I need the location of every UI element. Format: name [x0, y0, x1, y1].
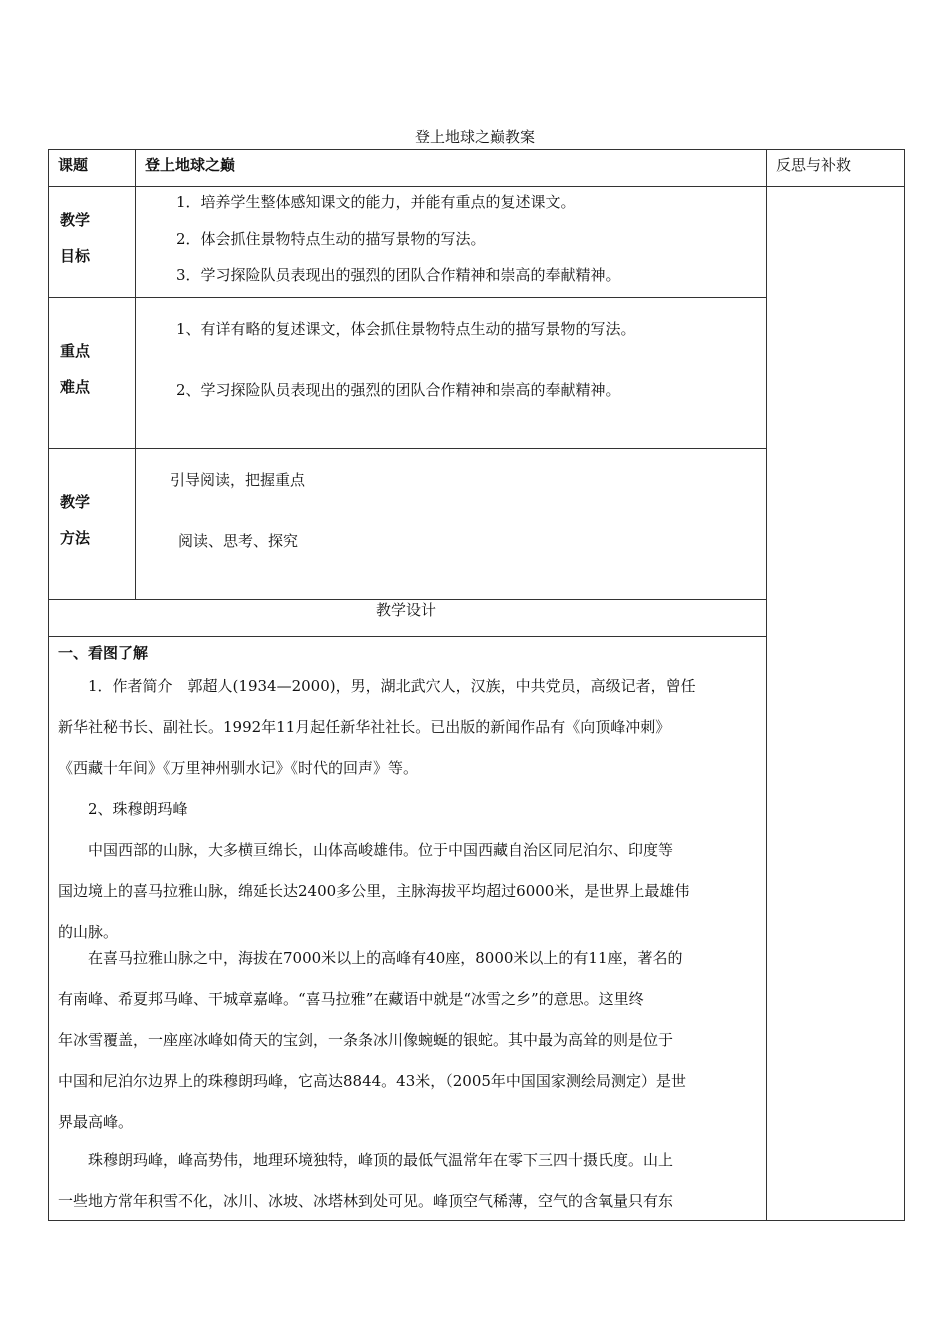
column-divider-label — [135, 149, 136, 600]
everest-subheading — [58, 789, 766, 830]
row-divider-keypoints — [48, 448, 767, 449]
keypoints-label-line2: 难点 — [60, 378, 91, 396]
text-line: 在喜马拉雅山脉之中，海拔在7000米以上的高峰有40座，8000米以上的有11座，著名的 — [88, 949, 683, 967]
method-item: 引导阅读，把握重点 — [170, 471, 306, 489]
text-line: 有南峰、希夏邦马峰、干城章嘉峰。“喜马拉雅”在藏语中就是“冰雪之乡”的意思。这里终 — [58, 990, 644, 1008]
text-line: 国边境上的喜马拉雅山脉，绵延长达2400多公里，主脉海拔平均超过6000米，是世界上最雄伟 — [58, 882, 690, 900]
objective-item: 2．体会抓住景物特点生动的描写景物的写法。 — [176, 230, 486, 248]
author-intro-paragraph — [58, 666, 766, 789]
text-line: 珠穆朗玛峰，峰高势伟，地理环境独特，峰顶的最低气温常年在零下三四十摄氏度。山上 — [88, 1151, 674, 1169]
objective-item: 1．培养学生整体感知课文的能力，并能有重点的复述课文。 — [176, 193, 576, 211]
section-heading: 一、看图了解 — [58, 644, 149, 662]
everest-climate-paragraph — [58, 1140, 766, 1222]
objectives-label-line2: 目标 — [60, 247, 91, 265]
himalaya-paragraph — [58, 830, 766, 953]
text-line: 的山脉。 — [58, 923, 119, 941]
keypoint-item: 1、有详有略的复述课文，体会抓住景物特点生动的描写景物的写法。 — [176, 320, 636, 338]
text-line: 一些地方常年积雪不化，冰川、冰坡、冰塔林到处可见。峰顶空气稀薄，空气的含氧量只有东 — [58, 1192, 674, 1210]
text-line: 《西藏十年间》《万里神州驯水记》《时代的回声》等。 — [58, 759, 419, 777]
row-divider-objectives — [48, 297, 767, 298]
text-line: 2、珠穆朗玛峰 — [88, 800, 188, 818]
methods-label-line1: 教学 — [60, 493, 91, 511]
document-title: 登上地球之巅教案 — [414, 128, 535, 146]
text-line: 中国西部的山脉，大多横亘绵长，山体高峻雄伟。位于中国西藏自治区同尼泊尔、印度等 — [88, 841, 674, 859]
row-divider-design — [48, 636, 767, 637]
text-line: 年冰雪覆盖，一座座冰峰如倚天的宝剑，一条条冰川像蜿蜒的银蛇。其中最为高耸的则是位于 — [58, 1031, 674, 1049]
keypoints-label-line1: 重点 — [60, 342, 91, 360]
text-line: 中国和尼泊尔边界上的珠穆朗玛峰，它高达8844。43米，（2005年中国国家测绘局测定）是世 — [58, 1072, 686, 1090]
objectives-label-line1: 教学 — [60, 211, 91, 229]
text-line: 1．作者简介 郭超人(1934—2000)，男，湖北武穴人，汉族，中共党员，高级记者，曾任 — [88, 677, 696, 695]
text-line: 界最高峰。 — [58, 1113, 134, 1131]
teaching-design-heading: 教学设计 — [376, 601, 437, 619]
topic-value: 登上地球之巅 — [145, 156, 236, 174]
objective-item: 3．学习探险队员表现出的强烈的团队合作精神和崇高的奉献精神。 — [176, 266, 621, 284]
text-line: 新华社秘书长、副社长。1992年11月起任新华社社长。已出版的新闻作品有《向顶峰冲刺》 — [58, 718, 671, 736]
peaks-paragraph — [58, 938, 766, 1143]
keypoint-item: 2、学习探险队员表现出的强烈的团队合作精神和崇高的奉献精神。 — [176, 381, 621, 399]
row-divider-header — [48, 186, 905, 187]
methods-label-line2: 方法 — [60, 529, 91, 547]
method-item: 阅读、思考、探究 — [178, 532, 299, 550]
topic-label: 课题 — [58, 156, 89, 174]
reflection-column-header: 反思与补救 — [776, 156, 852, 174]
column-divider-main — [766, 149, 767, 1221]
